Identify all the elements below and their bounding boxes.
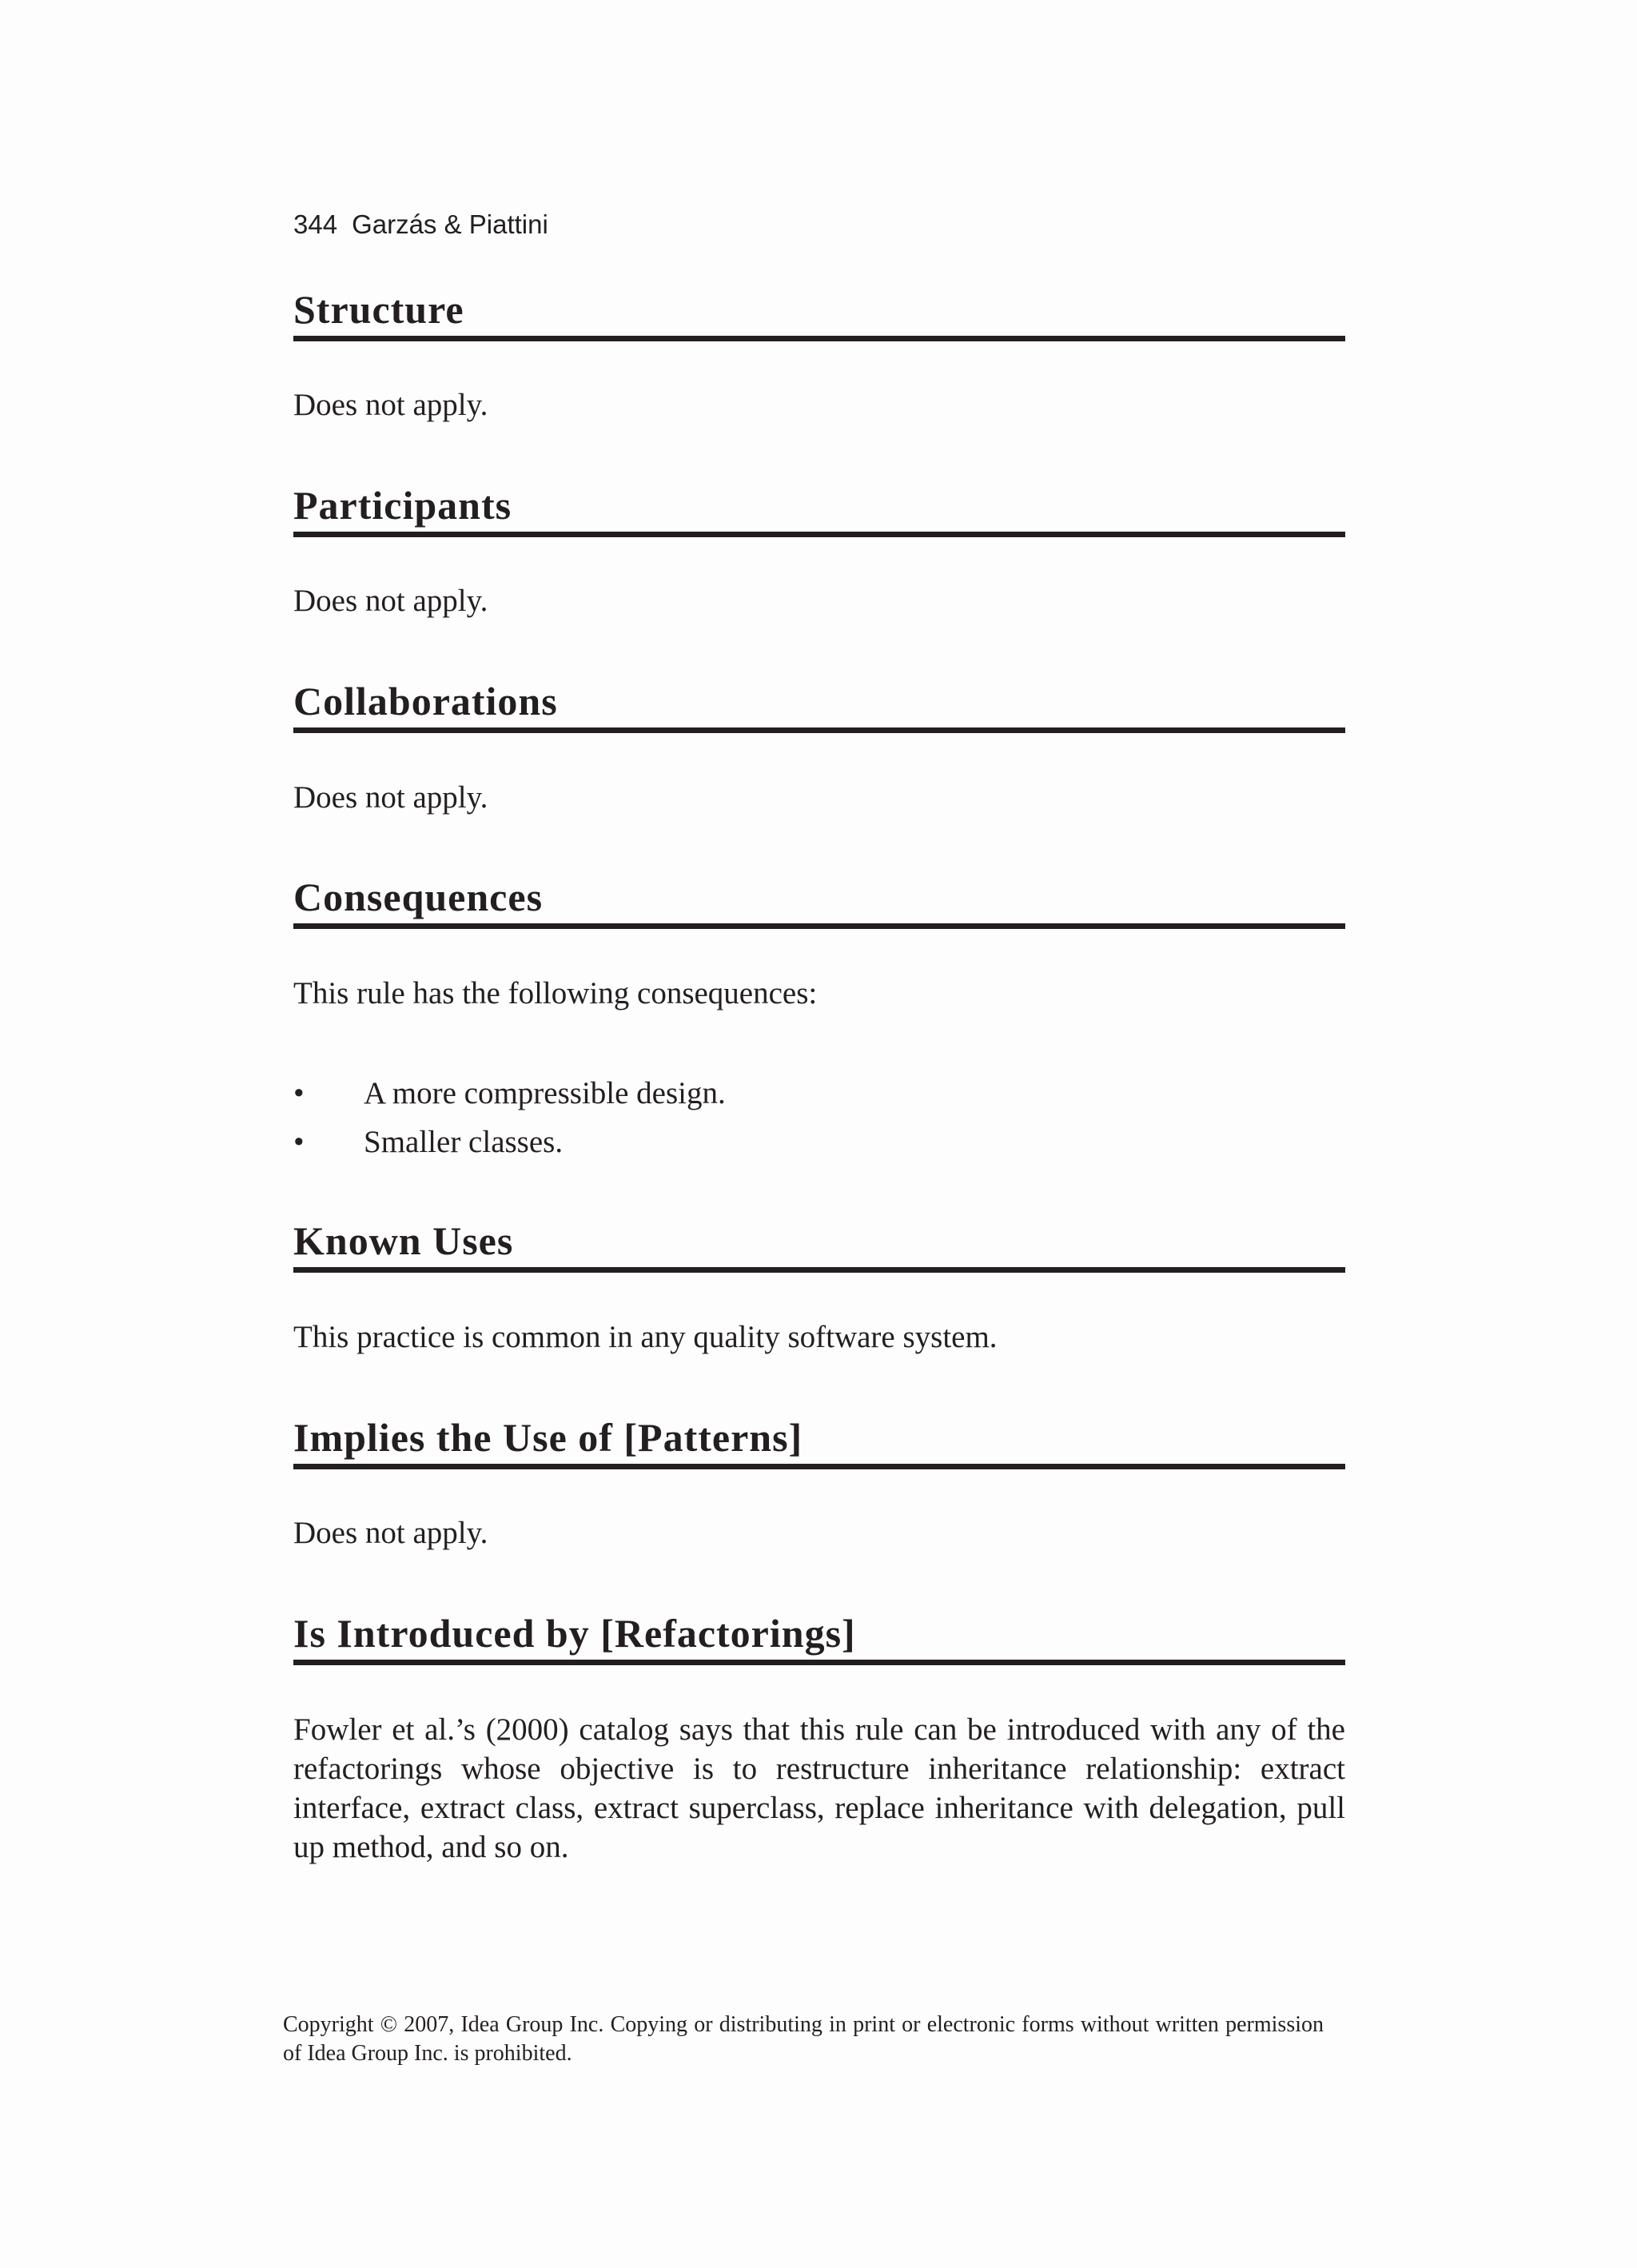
section-heading-structure: Structure — [293, 287, 464, 332]
bullet-icon: • — [293, 1076, 305, 1110]
section-heading-implies-patterns: Implies the Use of [Patterns] — [293, 1415, 803, 1460]
page-number: 344 — [293, 209, 338, 239]
section-participants — [293, 482, 1345, 537]
collaborations-body: Does not apply. — [293, 780, 488, 815]
section-rule — [293, 727, 1345, 733]
section-heading-introduced-by: Is Introduced by [Refactorings] — [293, 1611, 856, 1656]
known-uses-body: This practice is common in any quality software system. — [293, 1320, 998, 1354]
section-rule — [293, 923, 1345, 929]
section-rule — [293, 1660, 1345, 1665]
list-item — [293, 1118, 1345, 1166]
section-known-uses — [293, 1218, 1345, 1273]
structure-body: Does not apply. — [293, 388, 488, 422]
running-head — [293, 209, 548, 241]
section-rule — [293, 1464, 1345, 1469]
section-consequences — [293, 874, 1345, 929]
list-item-text: Smaller classes. — [364, 1125, 564, 1159]
section-heading-known-uses: Known Uses — [293, 1218, 514, 1263]
section-rule — [293, 336, 1345, 341]
section-heading-participants: Participants — [293, 483, 512, 528]
consequences-list — [293, 1069, 1345, 1166]
copyright-notice: Copyright © 2007, Idea Group Inc. Copying or distributing in print or electronic forms without written permission of Idea Group Inc. is prohibited. — [283, 2012, 1324, 2066]
section-heading-collaborations: Collaborations — [293, 679, 558, 723]
participants-body: Does not apply. — [293, 584, 488, 618]
section-structure — [293, 286, 1345, 341]
introduced-by-body: Fowler et al.’s (2000) catalog says that this rule can be introduced with any of the refactorings whose objective is to restructure inheritance relationship: extract interface, extract class, extract superclass, replace inheritance with delegation, pull up method, and so on. — [293, 1712, 1345, 1864]
section-collaborations — [293, 678, 1345, 733]
section-implies-patterns — [293, 1414, 1345, 1469]
section-introduced-by — [293, 1610, 1345, 1665]
section-heading-consequences: Consequences — [293, 875, 544, 919]
section-rule — [293, 532, 1345, 537]
consequences-intro: This rule has the following consequences: — [293, 976, 818, 1010]
list-item-text: A more compressible design. — [364, 1076, 726, 1110]
running-head-authors: Garzás & Piattini — [352, 209, 548, 239]
bullet-icon: • — [293, 1125, 305, 1159]
list-item — [293, 1069, 1345, 1118]
section-rule — [293, 1267, 1345, 1273]
implies-patterns-body: Does not apply. — [293, 1516, 488, 1550]
